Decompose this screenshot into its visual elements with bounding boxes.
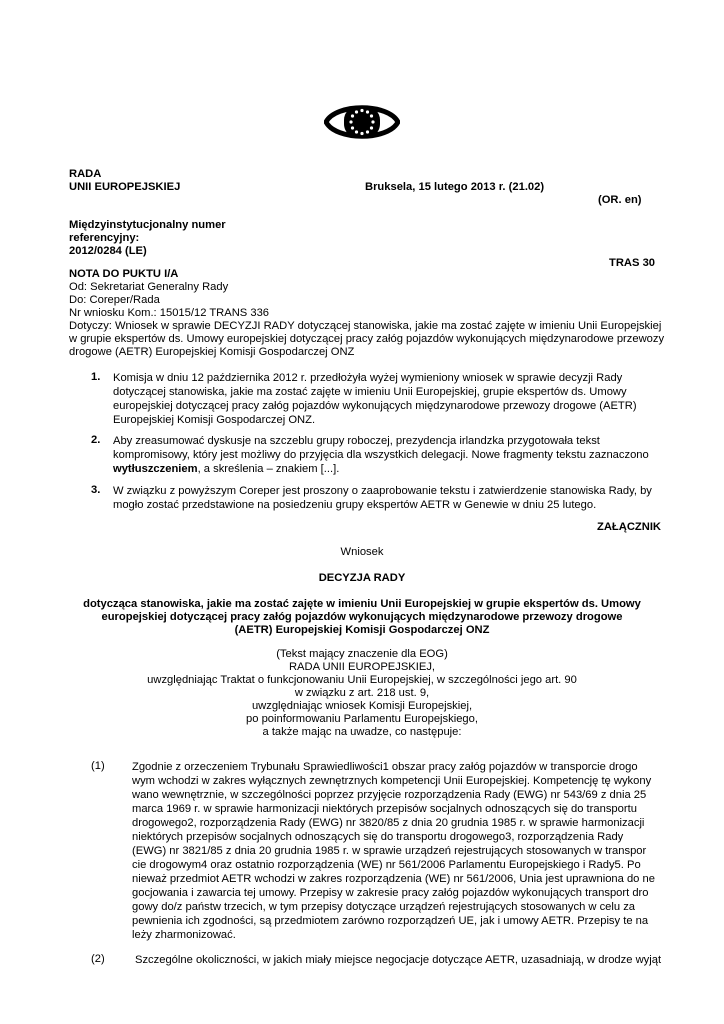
point-text-line: dotyczącej stanowiska, jakie ma zostać zajęte w imieniu Unii Europejskiej, grupie ekspertów ds. Umowy bbox=[113, 386, 627, 398]
recital-text-line: pewnienia ich zgodności, są przedmiotem zarówno rozporządzeń UE, jak i umowy AETR. Przepisy te na bbox=[132, 915, 649, 927]
recital-text-line: leży zharmonizować. bbox=[132, 929, 236, 941]
point-text-line-last bbox=[113, 462, 339, 476]
point-text-line: Komisja w dniu 12 października 2012 r. przedłożyła wyżej wymieniony wniosek w sprawie decyzji Rady bbox=[113, 372, 623, 384]
point-text-line: Aby zreasumować dyskusje na szczeblu grupy roboczej, prezydencja irlandzka przygotowała tekst bbox=[113, 435, 600, 447]
recital-text-line: gowy do/z państw trzecich, w tym przepisy dotyczące urządzeń rejestrujących stosowanych w celu za bbox=[132, 901, 636, 913]
preamble-line: uwzględniając wniosek Komisji Europejskiej, bbox=[251, 700, 473, 712]
note-from: Od: Sekretariat Generalny Rady bbox=[69, 281, 229, 293]
original-language: (OR. en) bbox=[598, 194, 642, 206]
note-subject-line: drogowe (AETR) Europejskiej Komisji Gospodarczej ONZ bbox=[69, 346, 355, 358]
recital-text-line: wano wewnętrznie, w szczególności poprzez przyjęcie rozporządzenia Rady (EWG) nr 543/69 z dnia 25 bbox=[132, 789, 647, 801]
recital-text-line: (EWG) nr 3821/85 z dnia 20 grudnia 1985 r. w sprawie urządzeń rejestrujących stosowanych w transpor bbox=[132, 845, 647, 857]
preamble-line: uwzględniając Traktat o funkcjonowaniu Unii Europejskiej, w szczególności jego art. 90 bbox=[147, 674, 577, 686]
point-number: 1. bbox=[91, 371, 101, 383]
bold-term: wytłuszczeniem bbox=[113, 463, 198, 475]
point-text-line: Europejskiej Komisji Gospodarczej ONZ. bbox=[113, 414, 316, 426]
proposal-label: Wniosek bbox=[340, 546, 384, 558]
preamble-line: (Tekst mający znaczenie dla EOG) bbox=[276, 648, 448, 660]
point-number: 3. bbox=[91, 484, 101, 496]
ref-number: 2012/0284 (LE) bbox=[69, 245, 147, 257]
point-text-line: mogło zostać przedstawione na posiedzeniu grupy ekspertów AETR w Genewie w dniu 25 lutego. bbox=[113, 499, 597, 511]
decision-title: DECYZJA RADY bbox=[318, 572, 406, 584]
ref-label-1: Międzyinstytucjonalny numer bbox=[69, 219, 226, 231]
decision-subtitle-line: (AETR) Europejskiej Komisji Gospodarczej ONZ bbox=[234, 624, 490, 636]
recital-text-line: Szczególne okoliczności, w jakich miały miejsce negocjacje dotyczące AETR, uzasadniają, w drodze wyjąt bbox=[135, 954, 662, 966]
note-to: Do: Coreper/Rada bbox=[69, 294, 160, 306]
council-name-line1: RADA bbox=[69, 168, 102, 180]
annex-label: ZAŁĄCZNIK bbox=[597, 521, 662, 533]
note-subject-line: Dotyczy: Wniosek w sprawie DECYZJI RADY dotyczącej stanowiska, jakie ma zostać zajęte w imieniu Unii Europejskiej bbox=[69, 320, 662, 332]
decision-subtitle-line: europejskiej dotyczącej pracy załóg pojazdów wykonujących międzynarodowe przewozy drogowe bbox=[101, 611, 623, 623]
point-text-line: W związku z powyższym Coreper jest proszony o zaaprobowanie tekstu i zatwierdzenie stanowiska Rady, by bbox=[113, 485, 652, 497]
note-proposal-number: Nr wniosku Kom.: 15015/12 TRANS 336 bbox=[69, 307, 270, 319]
point-number: 2. bbox=[91, 434, 101, 446]
preamble-line: a także mając na uwadze, co następuje: bbox=[262, 726, 462, 738]
ref-label-2: referencyjny: bbox=[69, 232, 140, 244]
recital-text-line: nieważ przedmiot AETR wchodzi w zakres rozporządzenia (WE) nr 561/2006, Unia jest uprawniona do ne bbox=[132, 873, 655, 885]
recital-number: (2) bbox=[91, 953, 105, 965]
preamble-line: RADA UNII EUROPEJSKIEJ, bbox=[288, 661, 436, 673]
recital-text-line: wym wchodzi w zakres wyłącznych zewnętrznych kompetencji Unii Europejskiej. Kompetencję tę wykony bbox=[132, 775, 652, 787]
point-text-line: kompromisowy, który jest możliwy do przyjęcia dla wszystkich delegacji. Nowe fragmenty tekstu zaznaczono bbox=[113, 449, 649, 461]
recital-text-line: cie drogowym4 oraz ostatnio rozporządzenia (WE) nr 561/2006 Parlamentu Europejskiego i Rady5. Po bbox=[132, 859, 641, 871]
note-subject-line: w grupie ekspertów ds. Umowy europejskiej dotyczącej pracy załóg pojazdów wykonujących międzynarodowe przewozy bbox=[69, 333, 665, 345]
preamble-line: po poinformowaniu Parlamentu Europejskiego, bbox=[246, 713, 478, 725]
point-text-line: europejskiej dotyczącej pracy załóg pojazdów wykonujących międzynarodowe przewozy drogowe (AETR) bbox=[113, 400, 637, 412]
recital-text-line: marca 1969 r. w sprawie harmonizacji niektórych przepisów socjalnych odnoszących się do transportu bbox=[132, 803, 637, 815]
recital-text-line: Zgodnie z orzeczeniem Trybunału Sprawiedliwości1 obszar pracy załóg pojazdów w transporcie drogo bbox=[132, 761, 638, 773]
decision-subtitle-line: dotycząca stanowiska, jakie ma zostać zajęte w imieniu Unii Europejskiej w grupie ekspertów ds. Umowy bbox=[83, 598, 641, 610]
recital-text-line: drogowego2, rozporządzenia Rady (EWG) nr 3820/85 z dnia 20 grudnia 1985 r. w sprawie harmonizacji bbox=[132, 817, 645, 829]
preamble-line: w związku z art. 218 ust. 9, bbox=[294, 687, 430, 699]
eu-council-logo-icon bbox=[324, 97, 400, 147]
place-date: Bruksela, 15 lutego 2013 r. (21.02) bbox=[365, 181, 545, 193]
doc-code: TRAS 30 bbox=[609, 257, 656, 269]
recital-text-line: gocjowania i zawarcia tej umowy. Przepisy w zakresie pracy załóg pojazdów wykonujących transport dro bbox=[132, 887, 649, 899]
note-title: NOTA DO PUKTU I/A bbox=[69, 268, 179, 280]
recital-number: (1) bbox=[91, 760, 105, 772]
point-text-rest: , a skreślenia – znakiem [...]. bbox=[197, 463, 340, 475]
council-name-line2: UNII EUROPEJSKIEJ bbox=[69, 181, 181, 193]
recital-text-line: niektórych przepisów socjalnych odnoszących się do transportu drogowego3, rozporządzenia Rady bbox=[132, 831, 624, 843]
